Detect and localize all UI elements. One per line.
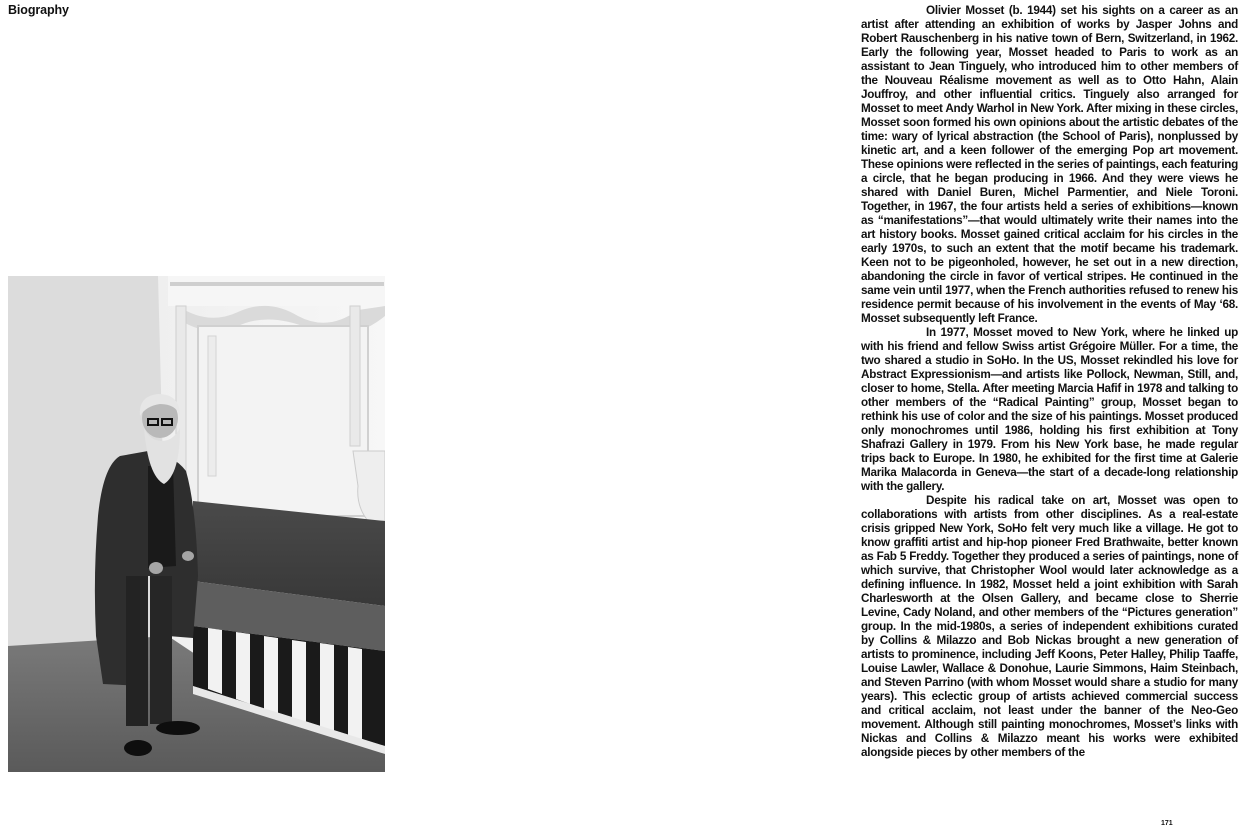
page-number: 171 — [1161, 820, 1173, 827]
biography-paragraph: Despite his radical take on art, Mosset was open to collaborations with artists from other disciplines. As a real-estate crisis gripped New York, SoHo felt very much like a village. He got to know graffiti artist and hip-hop pioneer Fred Brathwaite, better known as Fab 5 Freddy. Together they produced a series of paintings, none of which survive, that Christopher Wool would later acknowledge as a defining influence. In 1982, Mosset held a joint exhibition with Sarah Charlesworth at the Olsen Gallery, and became close to Sherrie Levine, Cady Noland, and other members of the “Pictures generation” group. In the mid-1980s, a series of independent exhibitions curated by Collins & Milazzo and Bob Nickas brought a new generation of artists to prominence, including Jeff Koons, Peter Halley, Philip Taaffe, Louise Lawler, Wallace & Donohue, Laurie Simmons, Haim Steinbach, and Steven Parrino (with whom Mosset would share a studio for many years). This eclectic group of artists achieved commercial success and critical acclaim, not least under the banner of the Neo-Geo movement. Although still painting monochromes, Mosset’s links with Nickas and Collins & Milazzo meant his works were exhibited alongside pieces by other members of the — [861, 494, 1238, 759]
biography-paragraph: In 1977, Mosset moved to New York, where he linked up with his friend and fellow Swiss artist Grégoire Müller. For a time, the two shared a studio in SoHo. In the US, Mosset rekindled his love for Abstract Expressionism—and artists like Pollock, Newman, Still, and, closer to home, Stella. After meeting Marcia Hafif in 1978 and talking to other members of the “Radical Painting” group, Mosset began to rethink his use of color and the size of his paintings. Mosset produced only monochromes until 1986, holding his first exhibition at Tony Shafrazi Gallery in 1979. From his New York base, he made regular trips back to Europe. In 1980, he exhibited for the first time at Galerie Marika Malacorda in Geneva—the start of a decade-long relationship with the gallery. — [861, 326, 1238, 493]
biography-text — [861, 4, 1238, 760]
portrait-illustration — [8, 276, 385, 772]
biography-paragraph: Olivier Mosset (b. 1944) set his sights on a career as an artist after attending an exhibition of works by Jasper Johns and Robert Rauschenberg in his native town of Bern, Switzerland, in 1962. Early the following year, Mosset headed to Paris to work as an assistant to Jean Tinguely, who introduced him to other members of the Nouveau Réalisme movement as well as to Otto Hahn, Alain Jouffroy, and other influential critics. Tinguely also arranged for Mosset to meet Andy Warhol in New York. After mixing in these circles, Mosset soon formed his own opinions about the artistic debates of the time: wary of lyrical abstraction (the School of Paris), nonplussed by kinetic art, and a keen follower of the emerging Pop art movement. These opinions were reflected in the series of paintings, each featuring a circle, that he began producing in 1966. And they were views he shared with Daniel Buren, Michel Parmentier, and Niele Toroni. Together, in 1967, the four artists held a series of exhibitions—known as “manifestations”—that would ultimately write their names into the art history books. Mosset gained critical acclaim for his circles in the early 1970s, to such an extent that the motif became his trademark. Keen not to be pigeonholed, however, he set out in a new direction, abandoning the circle in favor of vertical stripes. He continued in the same vein until 1977, when the French authorities refused to renew his residence permit because of his involvement in the events of May ‘68. Mosset subsequently left France. — [861, 4, 1238, 325]
section-label: Biography — [8, 3, 69, 17]
portrait-photo — [8, 276, 385, 772]
